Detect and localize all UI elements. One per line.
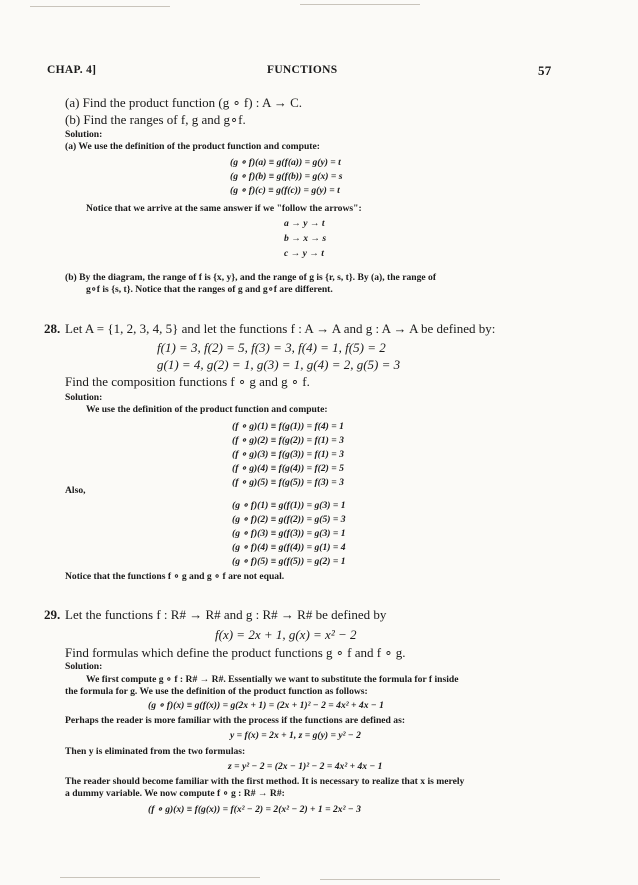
solution-a-text: (a) We use the definition of the product function and compute:	[65, 141, 320, 152]
equation-line: (g ∘ f)(5) ≡ g(f(5)) = g(2) = 1	[232, 556, 346, 567]
equation-line: z = y² − 2 = (2x − 1)² − 2 = 4x² + 4x − 1	[228, 761, 383, 772]
arrow-chain: a → y → t	[284, 218, 325, 229]
solution-intro: We use the definition of the product function and compute:	[86, 404, 328, 415]
scan-artifact	[30, 6, 170, 7]
equation-line: (g ∘ f)(4) ≡ g(f(4)) = g(1) = 4	[232, 542, 346, 553]
equation-line: (g ∘ f)(a) ≡ g(f(a)) = g(y) = t	[230, 157, 341, 168]
scan-artifact	[300, 4, 420, 5]
part-b-question: (b) Find the ranges of f, g and g∘f.	[65, 112, 246, 127]
also-label: Also,	[65, 485, 86, 496]
equation-line: (f ∘ g)(1) ≡ f(g(1)) = f(4) = 1	[232, 421, 344, 432]
solution-text: The reader should become familiar with the first method. It is necessary to realize that x is merely	[65, 776, 465, 787]
equation-line: y = f(x) = 2x + 1, z = g(y) = y² − 2	[230, 730, 361, 741]
part-a-question: (a) Find the product function (g ∘ f) : A → C.	[65, 95, 303, 110]
problem-statement: Let the functions f : R# → R# and g : R# → R# be defined by	[65, 607, 387, 622]
equation-line: (f ∘ g)(3) ≡ f(g(3)) = f(1) = 3	[232, 449, 344, 460]
equation-line: (g ∘ f)(3) ≡ g(f(3)) = g(3) = 1	[232, 528, 346, 539]
equation-line: (g ∘ f)(b) ≡ g(f(b)) = g(x) = s	[230, 171, 343, 182]
solution-b-text: (b) By the diagram, the range of f is {x, y}, and the range of g is {r, s, t}. By (a), the range of	[65, 272, 437, 283]
page-number: 57	[538, 63, 552, 78]
solution-text: Perhaps the reader is more familiar with the process if the functions are defined as:	[65, 715, 406, 726]
equation-line: (f ∘ g)(5) ≡ f(g(5)) = f(3) = 3	[232, 477, 344, 488]
solution-label: Solution:	[65, 129, 103, 140]
equation-line: (g ∘ f)(c) ≡ g(f(c)) = g(y) = t	[230, 185, 340, 196]
solution-text: the formula for g. We use the definition of the product function as follows:	[65, 686, 368, 697]
problem-number: 29.	[44, 607, 61, 622]
problem-question: Find formulas which define the product functions g ∘ f and f ∘ g.	[65, 645, 406, 660]
problem-number: 28.	[44, 321, 61, 336]
page-header-title: FUNCTIONS	[267, 64, 338, 76]
notice-text: Notice that we arrive at the same answer if we "follow the arrows":	[86, 203, 362, 214]
function-definitions: f(x) = 2x + 1, g(x) = x² − 2	[215, 627, 357, 642]
arrow-chain: c → y → t	[284, 248, 324, 259]
equation-line: (f ∘ g)(2) ≡ f(g(2)) = f(1) = 3	[232, 435, 344, 446]
equation-line: (g ∘ f)(2) ≡ g(f(2)) = g(5) = 3	[232, 514, 346, 525]
equation-line: (g ∘ f)(1) ≡ g(f(1)) = g(3) = 1	[232, 500, 346, 511]
notice-text: Notice that the functions f ∘ g and g ∘ f are not equal.	[65, 571, 285, 582]
problem-statement: Let A = {1, 2, 3, 4, 5} and let the functions f : A → A and g : A → A be defined by:	[65, 321, 496, 336]
scan-artifact	[60, 877, 260, 878]
solution-label: Solution:	[65, 392, 103, 403]
solution-text: Then y is eliminated from the two formulas:	[65, 746, 246, 757]
equation-line: (g ∘ f)(x) ≡ g(f(x)) = g(2x + 1) = (2x + 1)² − 2 = 4x² + 4x − 1	[148, 700, 384, 711]
solution-text: a dummy variable. We now compute f ∘ g : R# → R#:	[65, 788, 285, 799]
equation-line: (f ∘ g)(4) ≡ f(g(4)) = f(2) = 5	[232, 463, 344, 474]
scan-artifact	[320, 879, 500, 880]
chapter-label: CHAP. 4]	[47, 64, 97, 76]
solution-b-text: g∘f is {s, t}. Notice that the ranges of g and g∘f are different.	[86, 284, 333, 295]
f-values: f(1) = 3, f(2) = 5, f(3) = 3, f(4) = 1, f(5) = 2	[157, 340, 386, 355]
equation-line: (f ∘ g)(x) ≡ f(g(x)) = f(x² − 2) = 2(x² − 2) + 1 = 2x² − 3	[148, 804, 361, 815]
solution-label: Solution:	[65, 661, 103, 672]
solution-text: We first compute g ∘ f : R# → R#. Essentially we want to substitute the formula for f inside	[86, 674, 459, 685]
problem-question: Find the composition functions f ∘ g and g ∘ f.	[65, 374, 310, 389]
arrow-chain: b → x → s	[284, 233, 327, 244]
g-values: g(1) = 4, g(2) = 1, g(3) = 1, g(4) = 2, g(5) = 3	[157, 357, 401, 372]
